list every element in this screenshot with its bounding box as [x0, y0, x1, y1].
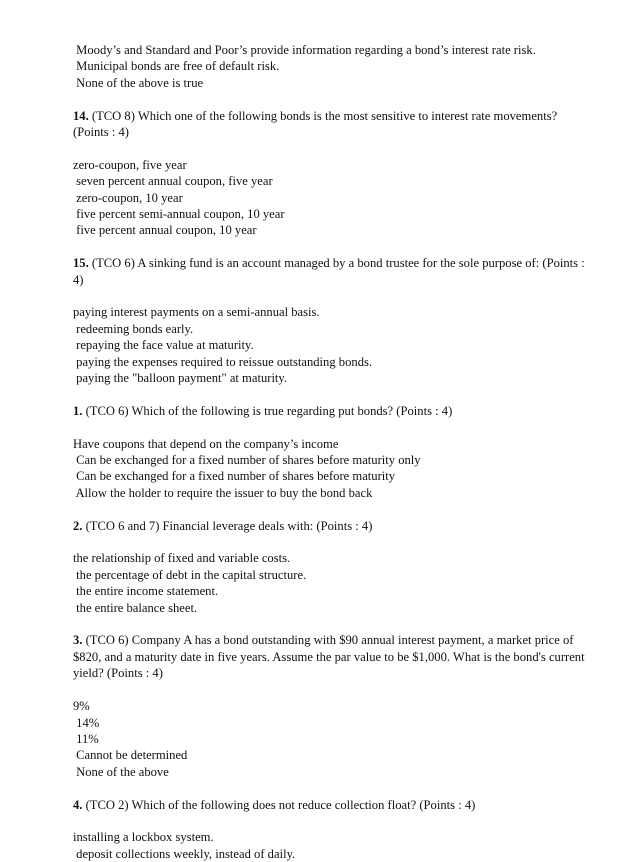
intro-option: None of the above is true	[73, 75, 204, 90]
answer-option: the relationship of fixed and variable costs.	[73, 551, 291, 566]
answer-option: Cannot be determined	[73, 748, 188, 763]
answer-option: Allow the holder to require the issuer to buy the bond back	[73, 485, 373, 500]
answer-option: deposit collections weekly, instead of daily.	[73, 846, 296, 861]
answer-option: five percent annual coupon, 10 year	[73, 223, 257, 238]
answer-option: 11%	[73, 731, 99, 746]
question-4	[73, 797, 593, 862]
answer-option: redeeming bonds early.	[73, 321, 194, 336]
answer-option: the percentage of debt in the capital structure.	[73, 567, 307, 582]
answer-option: zero-coupon, 10 year	[73, 190, 183, 205]
question-text: (TCO 8) Which one of the following bonds is the most sensitive to interest rate movements? (Points : 4)	[73, 108, 558, 140]
question-text: (TCO 6) A sinking fund is an account managed by a bond trustee for the sole purpose of: (Points : 4)	[73, 256, 585, 287]
intro-options	[73, 42, 593, 91]
answer-option: paying interest payments on a semi-annual basis.	[73, 305, 320, 320]
question-prompt	[73, 518, 593, 534]
question-text: (TCO 6) Which of the following is true regarding put bonds? (Points : 4)	[82, 403, 453, 418]
answer-option: the entire income statement.	[73, 584, 219, 599]
question-text: (TCO 6) Company A has a bond outstanding with $90 annual interest payment, a market price of $820, and a maturity date in five years. Assume the par value to be $1,000. What is the bond's current yield? (Points : 4)	[73, 633, 585, 681]
question-prompt	[73, 632, 593, 681]
question-1	[73, 403, 593, 501]
question-text: (TCO 2) Which of the following does not reduce collection float? (Points : 4)	[82, 797, 476, 812]
document-page	[73, 42, 593, 862]
answer-option: Can be exchanged for a fixed number of shares before maturity	[73, 469, 396, 484]
question-prompt	[73, 403, 593, 419]
question-prompt	[73, 797, 593, 813]
question-number: 14.	[73, 108, 89, 123]
answer-option: seven percent annual coupon, five year	[73, 174, 273, 189]
intro-option: Moody’s and Standard and Poor’s provide information regarding a bond’s interest rate risk.	[73, 43, 536, 57]
question-14	[73, 108, 593, 239]
question-number: 2.	[73, 518, 83, 533]
question-prompt	[73, 108, 593, 141]
answer-option: zero-coupon, five year	[73, 157, 187, 172]
answer-option: the entire balance sheet.	[73, 600, 198, 615]
answer-option: Have coupons that depend on the company’s income	[73, 436, 339, 451]
answer-option: five percent semi-annual coupon, 10 year	[73, 207, 285, 222]
question-number: 3.	[73, 633, 83, 648]
answer-option: installing a lockbox system.	[73, 830, 214, 845]
answer-option: Can be exchanged for a fixed number of shares before maturity only	[73, 453, 421, 468]
question-text: (TCO 6 and 7) Financial leverage deals with: (Points : 4)	[82, 518, 373, 533]
question-15	[73, 255, 593, 386]
question-number: 4.	[73, 797, 83, 812]
question-number: 1.	[73, 403, 83, 418]
answer-option: None of the above	[73, 764, 169, 779]
question-2	[73, 518, 593, 616]
answer-option: repaying the face value at maturity.	[73, 338, 254, 353]
answer-option: paying the expenses required to reissue outstanding bonds.	[73, 354, 373, 369]
question-number: 15.	[73, 256, 89, 271]
answer-option: paying the "balloon payment" at maturity.	[73, 371, 288, 386]
question-prompt	[73, 255, 593, 288]
question-3	[73, 632, 593, 780]
answer-option: 9%	[73, 699, 90, 714]
answer-option: 14%	[73, 715, 100, 730]
intro-option: Municipal bonds are free of default risk.	[73, 59, 280, 74]
